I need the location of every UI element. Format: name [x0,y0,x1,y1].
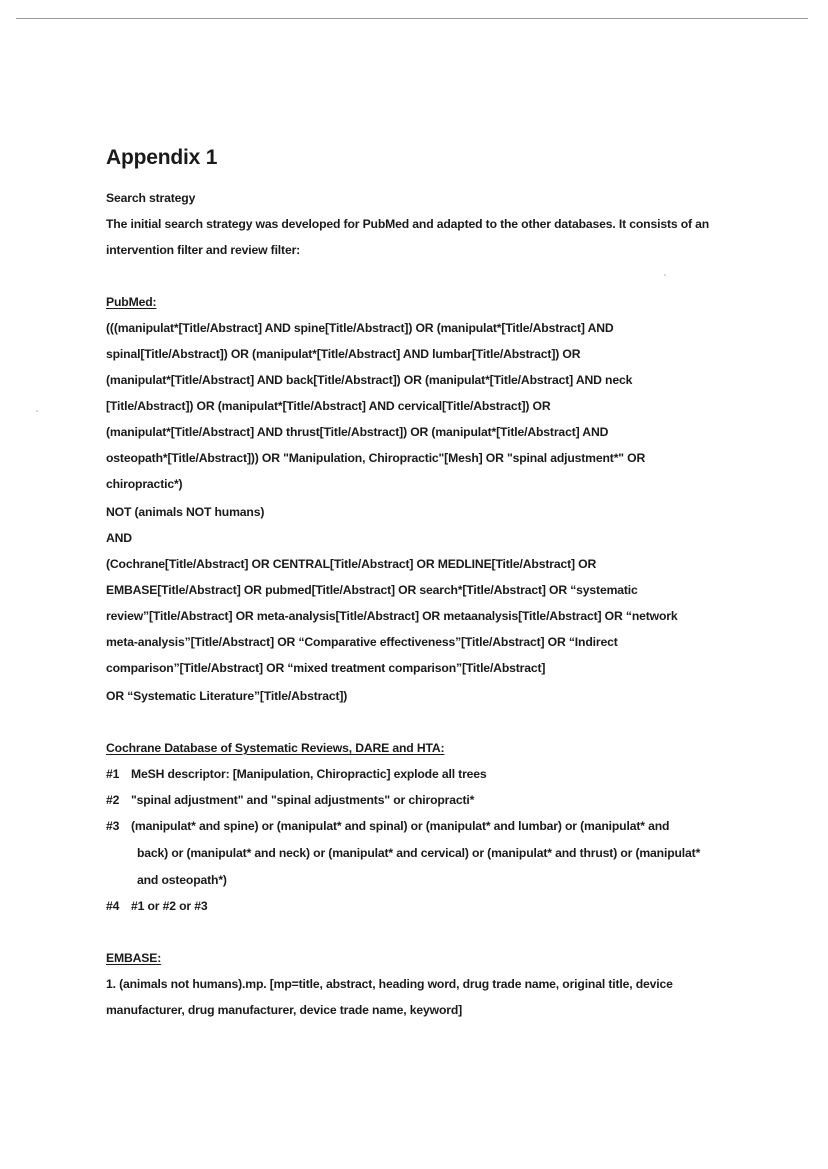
page-title: Appendix 1 [106,146,218,169]
pubmed-line: (manipulat*[Title/Abstract] AND thrust[Title/Abstract]) OR (manipulat*[Title/Abstract] AND [106,425,609,439]
pubmed-line: chiropractic*) [106,477,183,491]
cochrane-item [106,898,208,914]
item-text: #1 or #2 or #3 [131,899,208,913]
pubmed-line: meta-analysis”[Title/Abstract] OR “Comparative effectiveness”[Title/Abstract] OR “Indirect [106,635,618,649]
intro-line: intervention filter and review filter: [106,243,301,257]
item-text: MeSH descriptor: [Manipulation, Chiropractic] explode all trees [131,767,487,781]
item-number: #3 [106,819,120,833]
pubmed-line: OR “Systematic Literature”[Title/Abstract]) [106,689,348,703]
pubmed-heading: PubMed: [106,295,157,309]
cochrane-item [106,766,487,782]
search-strategy-heading: Search strategy [106,191,196,205]
embase-line: 1. (animals not humans).mp. [mp=title, abstract, heading word, drug trade name, original title, device [106,977,673,991]
cochrane-item-continuation: back) or (manipulat* and neck) or (manipulat* and cervical) or (manipulat* and thrust) or (manipulat* [137,846,701,860]
top-rule [16,18,808,19]
item-number: #1 [106,767,120,781]
pubmed-line: EMBASE[Title/Abstract] OR pubmed[Title/Abstract] OR search*[Title/Abstract] OR “systematic [106,583,638,597]
pubmed-line: comparison”[Title/Abstract] OR “mixed treatment comparison”[Title/Abstract] [106,661,546,675]
pubmed-line: (Cochrane[Title/Abstract] OR CENTRAL[Title/Abstract] OR MEDLINE[Title/Abstract] OR [106,557,597,571]
intro-line: The initial search strategy was developed for PubMed and adapted to the other databases. It consists of an [106,217,710,231]
embase-line: manufacturer, drug manufacturer, device trade name, keyword] [106,1003,463,1017]
pubmed-line: AND [106,531,132,545]
pubmed-line: NOT (animals NOT humans) [106,505,265,519]
scan-speck [36,410,38,412]
embase-heading: EMBASE: [106,951,162,965]
cochrane-item [106,818,669,834]
pubmed-line: (manipulat*[Title/Abstract] AND back[Title/Abstract]) OR (manipulat*[Title/Abstract] AND neck [106,373,633,387]
item-text: (manipulat* and spine) or (manipulat* and spinal) or (manipulat* and lumbar) or (manipulat* and [131,819,670,833]
cochrane-heading: Cochrane Database of Systematic Reviews, DARE and HTA: [106,741,445,755]
pubmed-line: review”[Title/Abstract] OR meta-analysis[Title/Abstract] OR metaanalysis[Title/Abstract] OR “network [106,609,678,623]
item-number: #4 [106,899,120,913]
pubmed-line: osteopath*[Title/Abstract])) OR "Manipulation, Chiropractic"[Mesh] OR "spinal adjustment*" OR [106,451,646,465]
cochrane-item [106,792,474,808]
pubmed-line: spinal[Title/Abstract]) OR (manipulat*[Title/Abstract] AND lumbar[Title/Abstract]) OR [106,347,581,361]
pubmed-line: (((manipulat*[Title/Abstract] AND spine[Title/Abstract]) OR (manipulat*[Title/Abstract] AND [106,321,614,335]
cochrane-item-continuation: and osteopath*) [137,873,227,887]
scan-speck [664,274,666,276]
pubmed-line: [Title/Abstract]) OR (manipulat*[Title/Abstract] AND cervical[Title/Abstract]) OR [106,399,551,413]
item-number: #2 [106,793,120,807]
item-text: "spinal adjustment" and "spinal adjustments" or chiropracti* [131,793,475,807]
